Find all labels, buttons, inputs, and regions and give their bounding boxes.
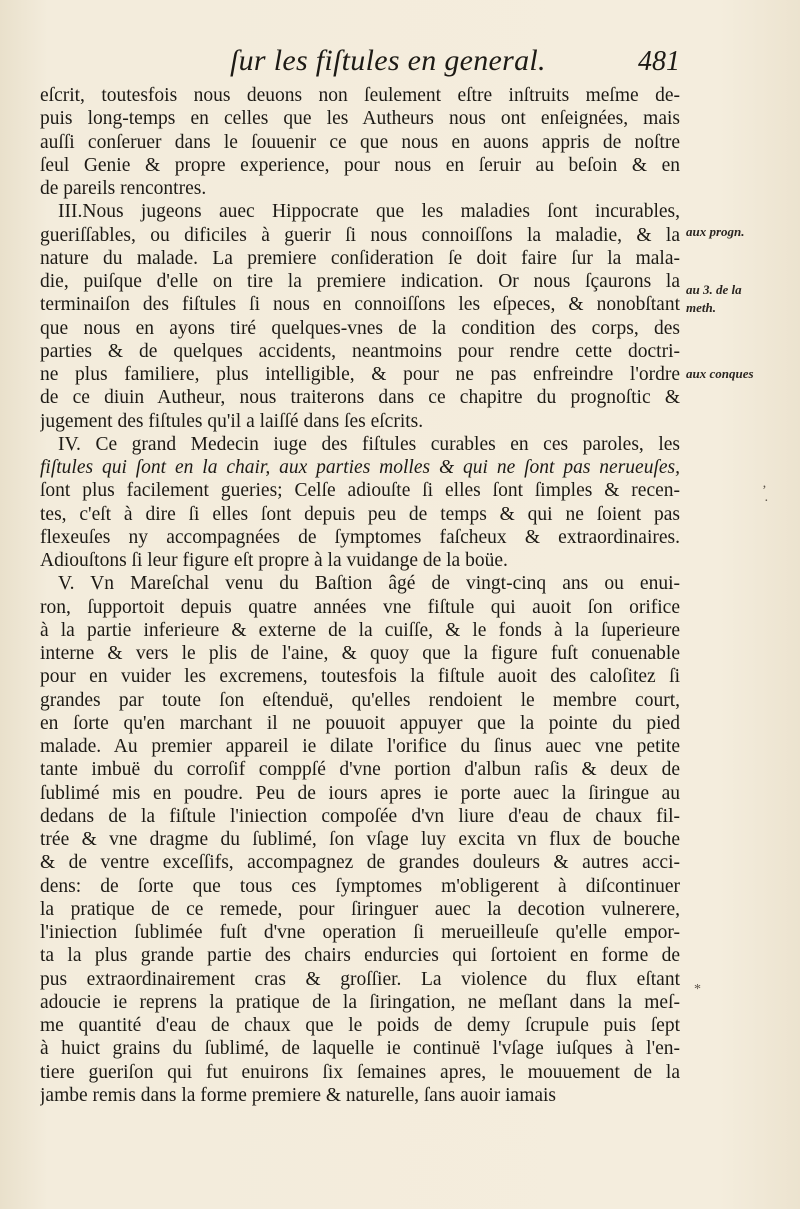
text-line: dens: de ſorte que tous ces ſymptomes m'obligerent à diſcontinuer (40, 875, 680, 897)
text-line: die, puiſque d'elle on tire la premiere indication. Or nous ſçaurons la (40, 271, 680, 292)
text-line: ne plus familiere, plus intelligible, & pour ne pas enfreindre l'ordre (40, 364, 680, 385)
page-number: 481 (638, 46, 680, 77)
text-line: malade. Au premier appareil ie dilate l'orifice du ſinus auec vne petite (40, 736, 680, 757)
text-line: tes, c'eſt à dire ſi elles ſont depuis peu de temps & qui ne ſoient pas (40, 503, 680, 525)
text-line: tiere gueriſon qui fut enuirons ſix ſemaines apres, le mouuement de la (40, 1061, 680, 1083)
margin-note: aux progn. (686, 224, 745, 239)
text-line: adoucie ie reprens la pratique de la ſiringation, ne meſlant dans la meſ- (40, 991, 680, 1013)
text-line: pus extraordinairement cras & groſſier. La violence du flux eſtant (40, 968, 680, 990)
text-line: V. Vn Mareſchal venu du Baſtion âgé de vingt-cinq ans ou enui- (58, 573, 680, 595)
ink-mark: ‚ (762, 476, 767, 491)
ink-mark: * (694, 982, 701, 997)
text-line: gueriſſables, ou dificiles à guerir ſi nous connoiſſons la maladie, & la (40, 224, 680, 246)
text-line: IV. Ce grand Medecin iuge des fiſtules curables en ces paroles, les (58, 433, 680, 455)
text-line: auſſi conſeruer dans le ſouuenir ce que nous en auons appris de noſtre (40, 131, 680, 153)
body-text (40, 84, 680, 1107)
text-line: grandes par toute ſon eſtenduë, qu'elles rendoient le membre court, (40, 689, 680, 711)
text-line: à huict grains du ſublimé, de laquelle ie continuë l'vſage iuſques à l'en- (40, 1038, 680, 1060)
text-line: fiſtules qui ſont en la chair, aux parties molles & qui ne ſont pas nerueuſes, (40, 457, 680, 478)
text-line: III.Nous jugeons auec Hippocrate que les maladies ſont incurables, (58, 201, 680, 223)
margin-note: au 3. de la (686, 282, 742, 297)
running-title: ſur les fiſtules en general. (230, 44, 546, 77)
text-line: dedans de la fiſtule l'iniection compoſée d'vn liure d'eau de chaux fil- (40, 805, 680, 827)
text-line: nature du malade. La premiere conſideration ſe doit faire ſur la mala- (40, 247, 680, 269)
text-line: ron, ſupportoit depuis quatre années vne fiſtule qui auoit ſon orifice (40, 596, 680, 618)
text-line: flexeuſes ny accompagnées de ſymptomes faſcheux & extraordinaires. (40, 526, 680, 548)
text-line: & de ventre exceſſifs, accompagnez de grandes douleurs & autres acci- (40, 852, 680, 874)
text-line: ſont plus facilement gueries; Celſe adiouſte ſi elles ſont ſimples & recen- (40, 480, 680, 502)
text-line: en ſorte qu'en marchant il ne pouuoit appuyer que la pointe du pied (40, 712, 680, 734)
text-line: tante imbuë du corroſif comppſé d'vne portion d'albun raſis & deux de (40, 759, 680, 781)
text-line: ſeul Genie & propre experience, pour nous en ſeruir au beſoin & en (40, 154, 680, 176)
text-line: jambe remis dans la forme premiere & naturelle, ſans auoir iamais (40, 1084, 557, 1106)
text-line: me quantité d'eau de chaux que le poids de demy ſcrupule puis ſept (40, 1015, 680, 1036)
text-line: l'iniection ſublimée fuſt d'vne operation ſi merueilleuſe qu'elle empor- (40, 922, 680, 943)
margin-note: meth. (686, 300, 716, 315)
text-line: de pareils rencontres. (40, 178, 207, 199)
text-line: trée & vne dragme du ſublimé, ſon vſage luy excita vn flux de bouche (40, 829, 680, 850)
text-line: que nous en ayons tiré quelques-vnes de la condition des corps, des (40, 317, 680, 339)
page-header (40, 44, 680, 84)
text-line: Adiouſtons ſi leur figure eſt propre à la vuidange de la boüe. (40, 550, 508, 571)
text-line: la pratique de ce remede, pour ſiringuer auec la decotion vulnerere, (40, 898, 680, 920)
text-line: à la partie inferieure & externe de la cuiſſe, & le fonds à la ſuperieure (40, 619, 680, 641)
text-line: parties & de quelques accidents, neantmoins pour rendre cette doctri- (40, 340, 680, 362)
text-line: terminaiſon des fiſtules ſi nous en connoiſſons les eſpeces, & nonobſtant (40, 294, 680, 316)
ink-mark: · (764, 494, 769, 509)
text-line: ta la plus grande partie des chairs endurcies qui ſortoient en forme de (40, 945, 680, 967)
text-line: jugement des fiſtules qu'il a laiſſé dans ſes eſcrits. (40, 410, 424, 432)
text-line: ſublimé mis en poudre. Peu de iours apres ie porte auec la ſiringue au (40, 782, 680, 804)
text-line: puis long-temps en celles que les Autheurs nous ont enſeignées, mais (40, 108, 680, 130)
text-line: eſcrit, toutesfois nous deuons non ſeulement eſtre inſtruits meſme de- (40, 85, 680, 106)
margin-note: aux conques (686, 366, 754, 381)
text-line: pour en vuider les excremens, toutesfois la fiſtule auoit des caloſitez ſi (40, 666, 680, 688)
text-line: de ce diuin Autheur, nous traiterons dans ce chapitre du prognoſtic & (40, 387, 680, 409)
text-line: interne & vers le plis de l'aine, & quoy que la figure fuſt conuenable (40, 643, 680, 664)
